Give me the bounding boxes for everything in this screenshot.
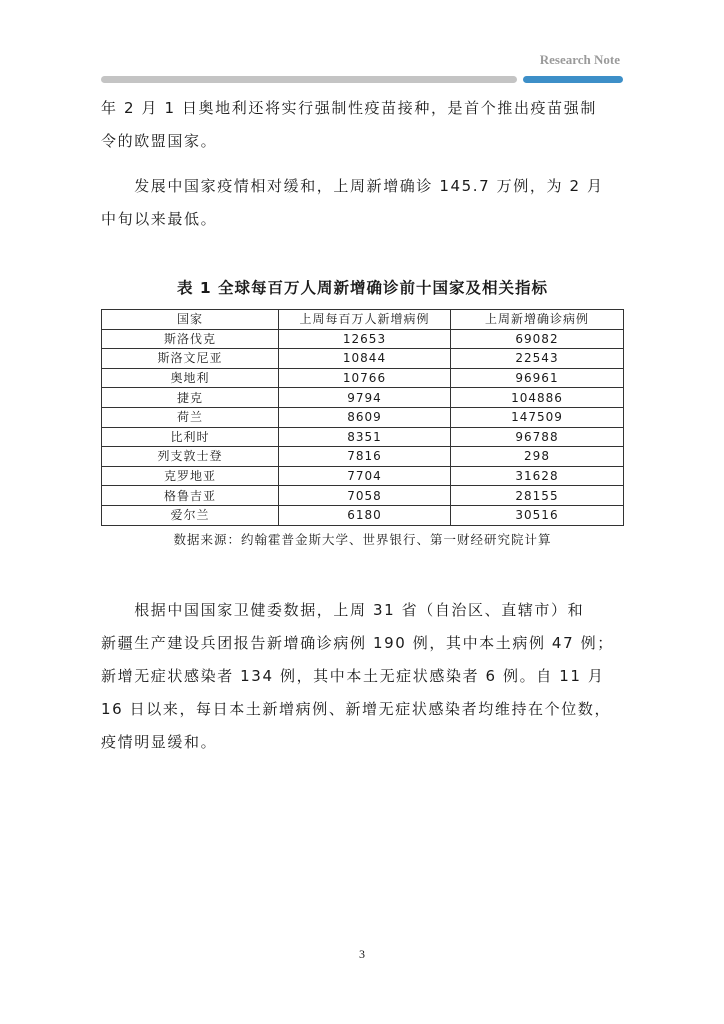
column-header: 上周新增确诊病例 [451,310,624,330]
cell-new-cases: 69082 [451,329,624,349]
cell-per-million: 10844 [279,349,451,369]
table-source-note: 数据来源：约翰霍普金斯大学、世界银行、第一财经研究院计算 [173,532,552,547]
text-line: 根据中国国家卫健委数据，上周 31 省（自治区、直辖市）和 [101,601,585,619]
cell-per-million: 9794 [279,388,451,408]
cell-new-cases: 30516 [451,505,624,525]
table-row [102,427,624,447]
text-line: 疫情明显缓和。 [101,733,218,751]
cell-country: 格鲁吉亚 [102,486,279,506]
cell-country: 克罗地亚 [102,466,279,486]
table-row [102,388,624,408]
table-title: 表 1 全球每百万人周新增确诊前十国家及相关指标 [176,279,549,297]
table-row [102,329,624,349]
cell-new-cases: 28155 [451,486,624,506]
cell-country: 斯洛文尼亚 [102,349,279,369]
cell-per-million: 8609 [279,407,451,427]
cell-per-million: 7704 [279,466,451,486]
table-header-row [102,310,624,330]
table-row [102,407,624,427]
cell-per-million: 10766 [279,368,451,388]
text-line: 新疆生产建设兵团报告新增确诊病例 190 例，其中本土病例 47 例； [101,634,614,652]
cell-new-cases: 31628 [451,466,624,486]
cell-per-million: 8351 [279,427,451,447]
text-line: 中旬以来最低。 [101,210,218,228]
cell-new-cases: 96961 [451,368,624,388]
cell-country: 斯洛伐克 [102,329,279,349]
header-label: Research Note [539,52,620,67]
table-row [102,466,624,486]
text-line: 新增无症状感染者 134 例，其中本土无症状感染者 6 例。自 11 月 [101,667,605,685]
table-row [102,486,624,506]
table-row [102,505,624,525]
cell-country: 列支敦士登 [102,447,279,467]
table-row [102,368,624,388]
cell-per-million: 6180 [279,505,451,525]
table-row [102,349,624,369]
text-line: 发展中国家疫情相对缓和，上周新增确诊 145.7 万例，为 2 月 [101,177,604,195]
page-number: 3 [359,947,365,961]
cell-country: 奥地利 [102,368,279,388]
header-rule-accent [523,76,623,83]
cell-new-cases: 298 [451,447,624,467]
header-rule-gray [101,76,517,83]
data-table [101,309,624,526]
cell-new-cases: 147509 [451,407,624,427]
column-header: 上周每百万人新增病例 [279,310,451,330]
cell-per-million: 7816 [279,447,451,467]
paragraph-developing-countries [101,170,624,236]
cell-country: 比利时 [102,427,279,447]
cell-country: 荷兰 [102,407,279,427]
paragraph-austria-vaccine [101,92,624,158]
cell-new-cases: 22543 [451,349,624,369]
cell-per-million: 12653 [279,329,451,349]
table-row [102,447,624,467]
text-line: 令的欧盟国家。 [101,132,218,150]
cell-per-million: 7058 [279,486,451,506]
cell-country: 爱尔兰 [102,505,279,525]
cell-new-cases: 96788 [451,427,624,447]
cell-country: 捷克 [102,388,279,408]
cell-new-cases: 104886 [451,388,624,408]
paragraph-china-nhc-data [101,594,624,759]
text-line: 年 2 月 1 日奥地利还将实行强制性疫苗接种，是首个推出疫苗强制 [101,99,597,117]
column-header: 国家 [102,310,279,330]
text-line: 16 日以来，每日本土新增病例、新增无症状感染者均维持在个位数， [101,700,612,718]
